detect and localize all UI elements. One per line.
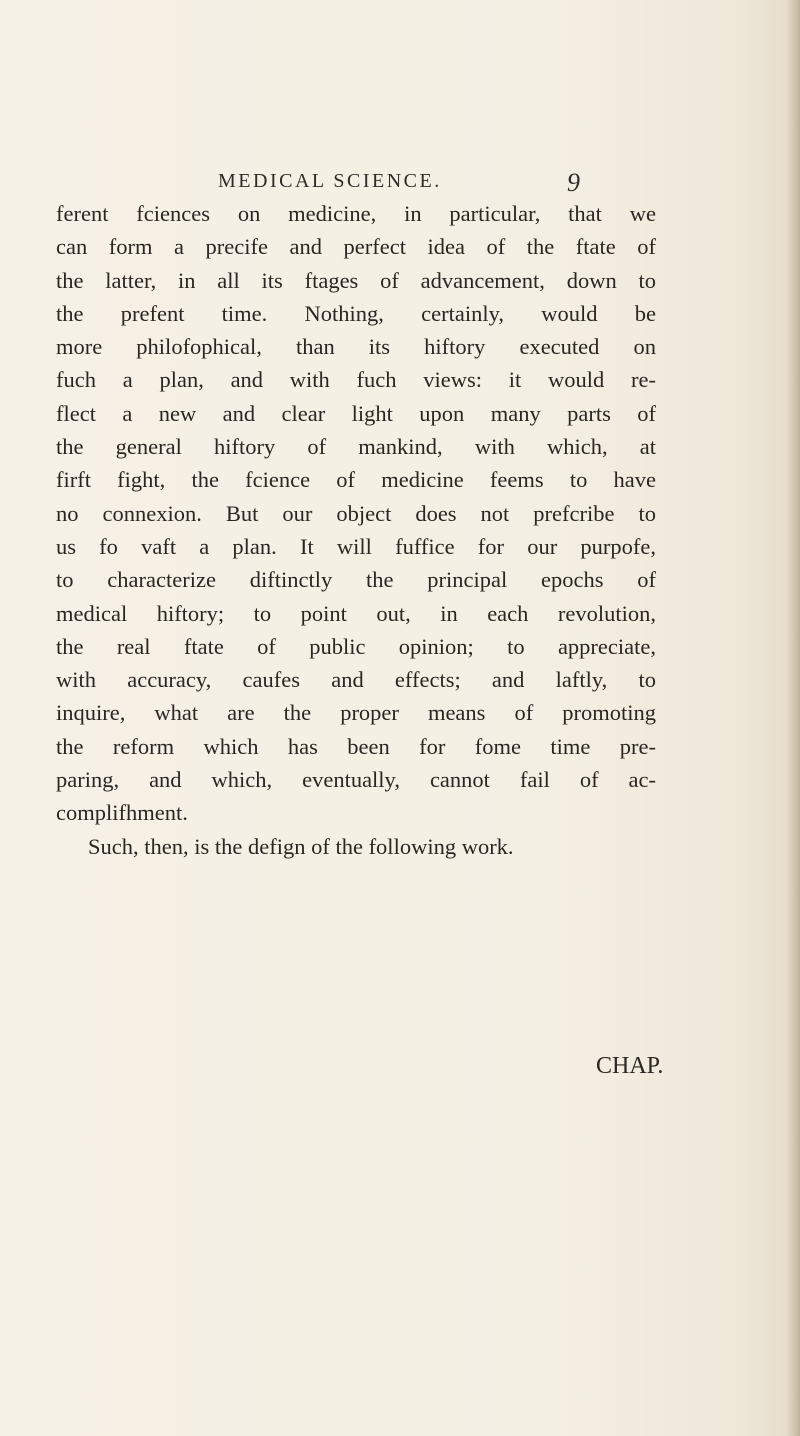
text-line: the prefent time. Nothing, certainly, would be [56,300,656,326]
text-line: no connexion. But our object does not prefcribe to [56,500,656,526]
text-line: complifhment. [56,800,188,826]
text-line: with accuracy, caufes and effects; and laftly, to [56,667,656,693]
page-number: 9 [567,168,580,197]
text-line: us fo vaft a plan. It will fuffice for our purpofe, [56,533,656,559]
text-line: fuch a plan, and with fuch views: it would re- [56,367,656,393]
text-line: the real ftate of public opinion; to appreciate, [56,633,656,659]
running-title: MEDICAL SCIENCE. [218,170,442,192]
body-paragraph [56,197,656,863]
text-line: the reform which has been for fome time pre- [56,733,656,759]
page-edge-shadow [786,0,800,1436]
text-line: can form a precife and perfect idea of the ftate of [56,234,656,260]
text-line: inquire, what are the proper means of promoting [56,700,656,726]
text-line: ferent fciences on medicine, in particular, that we [56,201,656,226]
text-line: medical hiftory; to point out, in each revolution, [56,600,656,626]
text-line: flect a new and clear light upon many parts of [56,400,656,426]
text-line: paring, and which, eventually, cannot fail of ac- [56,767,656,793]
text-line: the general hiftory of mankind, with which, at [56,434,656,460]
text-line: to characterize diftinctly the principal epochs of [56,567,656,593]
text-line: Such, then, is the defign of the following work. [88,833,514,859]
text-line: more philofophical, than its hiftory executed on [56,334,656,360]
text-line: firft fight, the fcience of medicine feems to have [56,467,656,493]
catchword: CHAP. [596,1053,664,1079]
text-line: the latter, in all its ftages of advancement, down to [56,267,656,293]
